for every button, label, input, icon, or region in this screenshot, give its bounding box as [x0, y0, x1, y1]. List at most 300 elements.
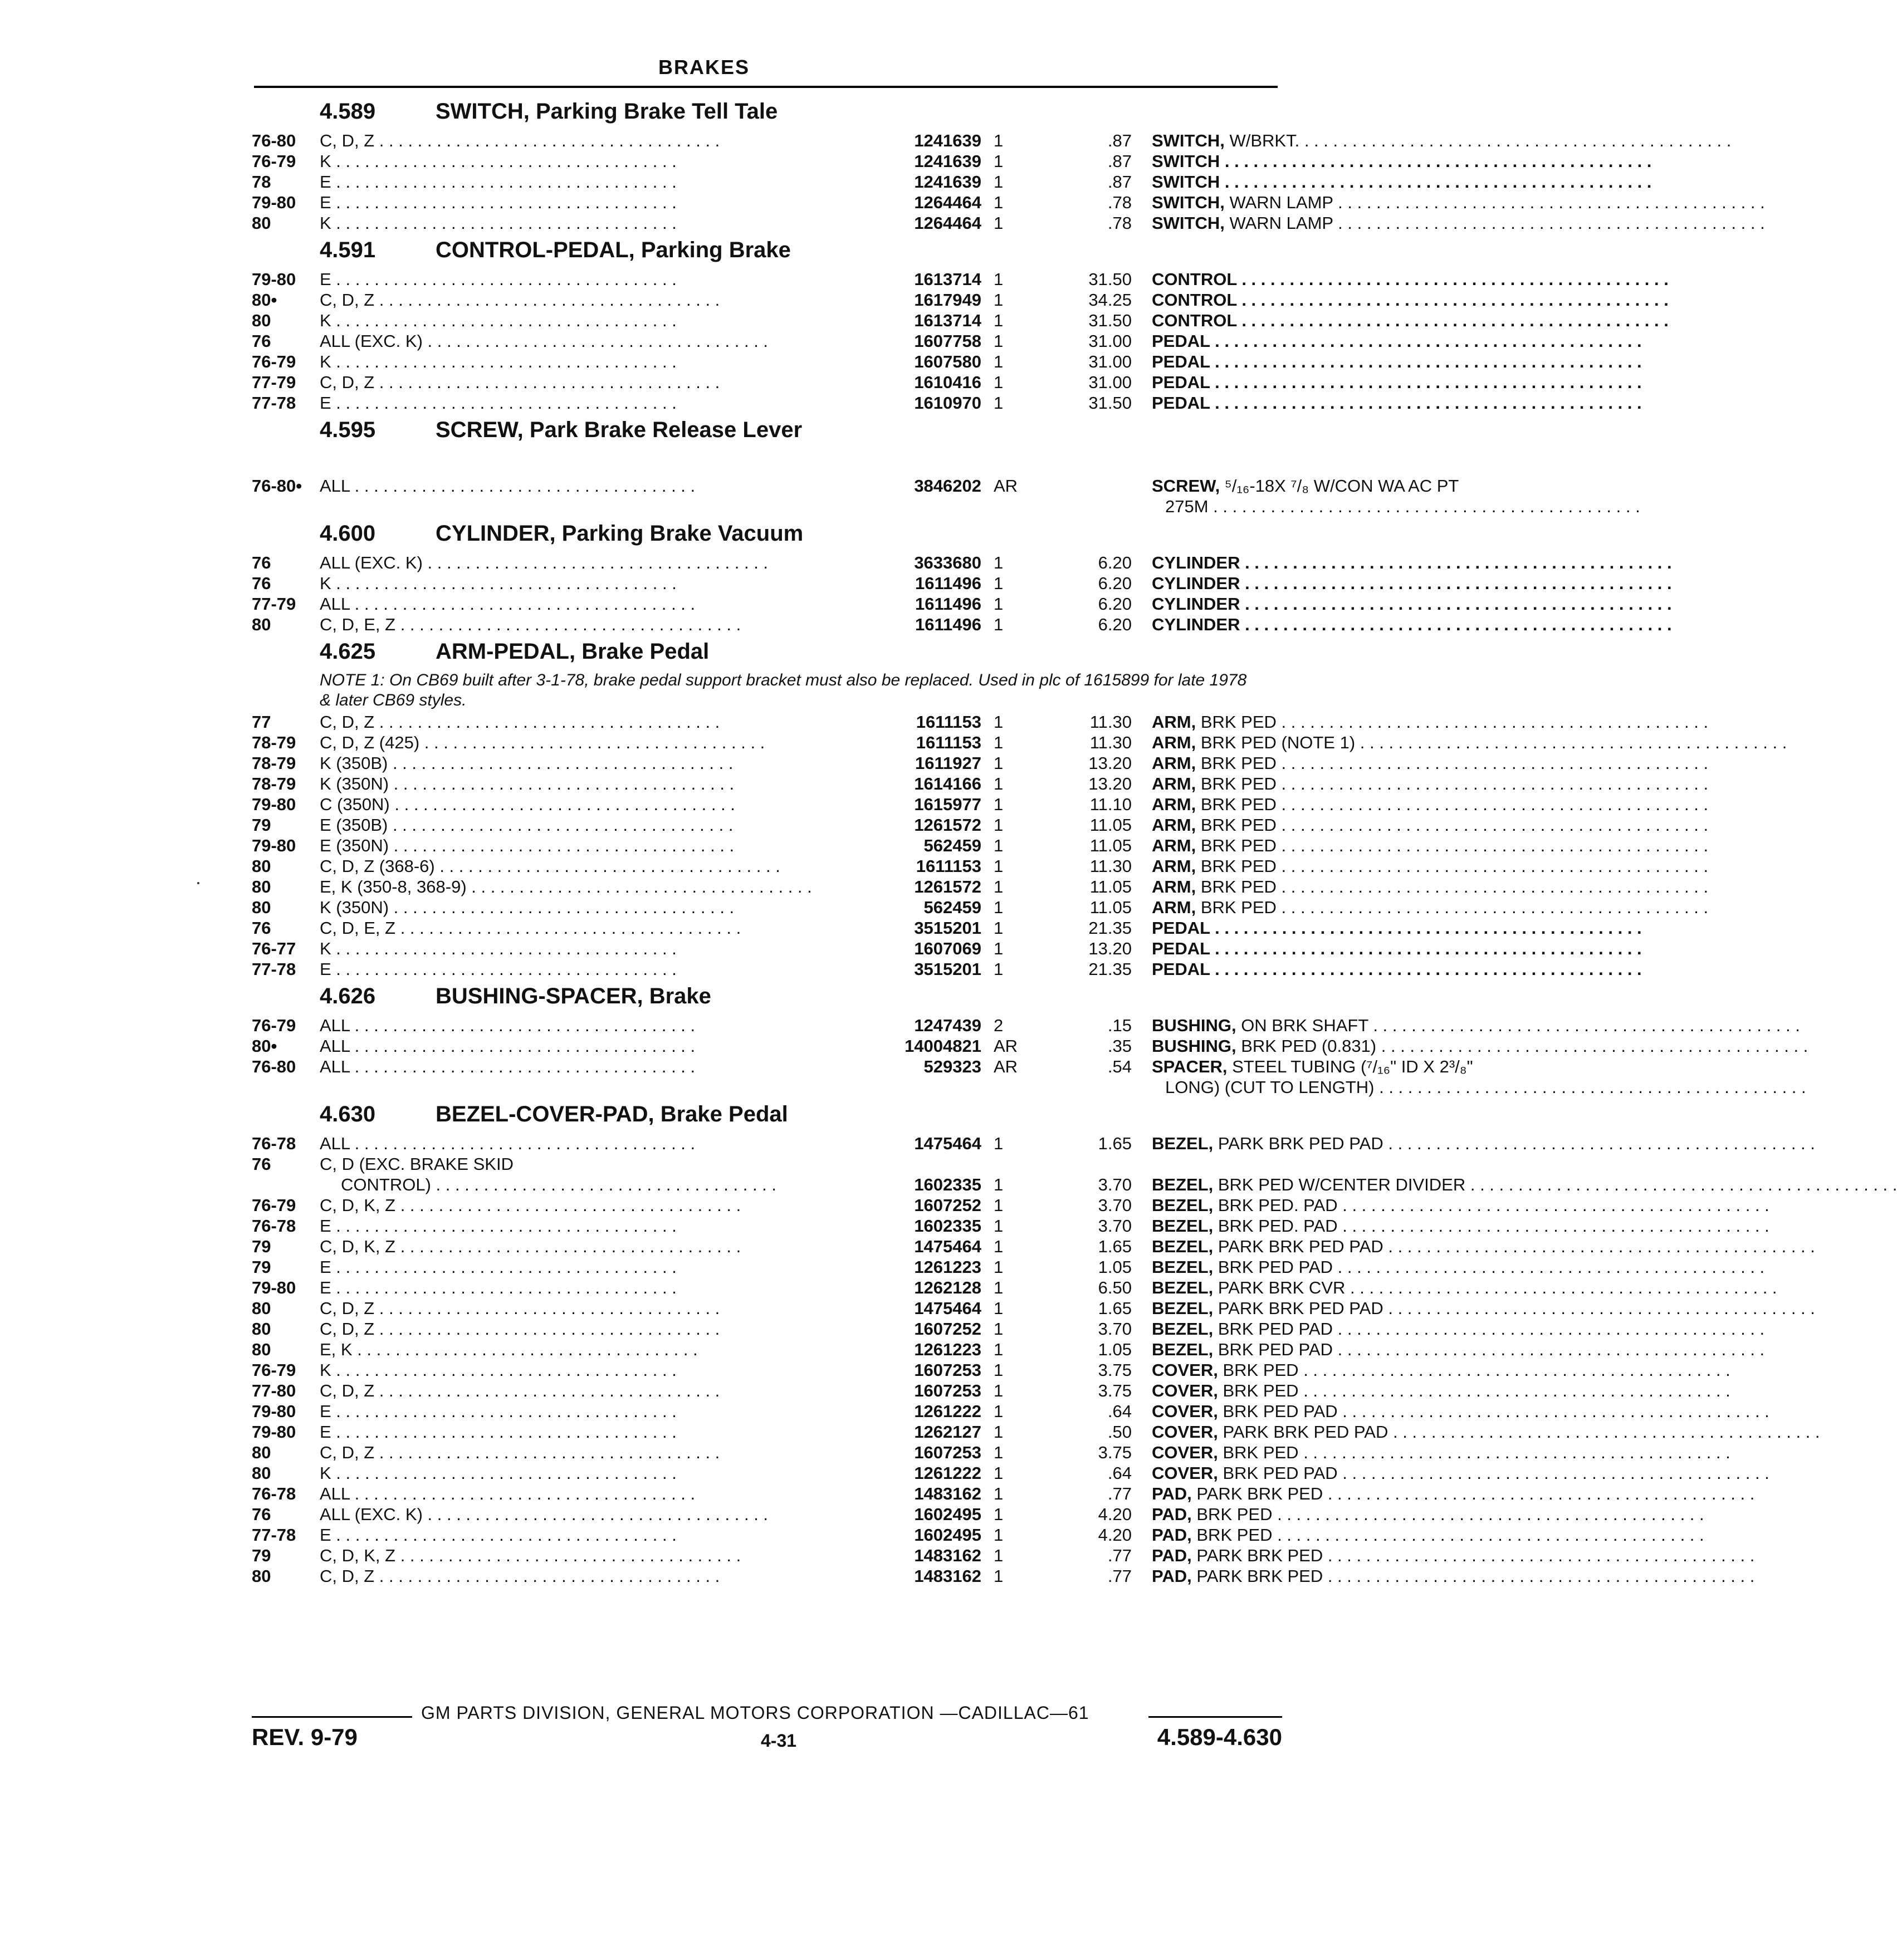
- price: 1.65: [1098, 1298, 1132, 1318]
- series-codes: [320, 372, 869, 393]
- series-text: K (350N) . . .: [320, 898, 734, 917]
- description: [1152, 897, 1547, 918]
- description: [1152, 1195, 1547, 1216]
- part-number: 1261572: [914, 815, 981, 835]
- part-row: [252, 213, 1333, 233]
- quantity: 1: [994, 1484, 1004, 1503]
- section-heading: [252, 95, 1310, 130]
- part-row: [252, 372, 1310, 393]
- series-text: ALL . . .: [320, 1134, 695, 1153]
- series-text: C, D, Z . . .: [320, 1566, 720, 1586]
- series-text: C (350N) . . .: [320, 795, 735, 814]
- series-codes: [320, 1380, 869, 1401]
- part-row: [252, 393, 1310, 413]
- price: .87: [1107, 172, 1132, 192]
- description-detail: PARK BRK PED . . .: [1192, 1546, 1755, 1565]
- part-number: 1241639: [914, 131, 981, 150]
- series-codes: [320, 1056, 869, 1077]
- model-years: 77-79: [252, 373, 296, 392]
- model-years: 78-79: [252, 774, 296, 793]
- description-detail: BRK PED . . .: [1196, 898, 1708, 917]
- part-row: [252, 1036, 1377, 1056]
- part-number: 1262128: [914, 1278, 981, 1297]
- series-codes: [320, 269, 869, 290]
- quantity: 1: [994, 1257, 1004, 1277]
- description-noun: CONTROL . . .: [1152, 311, 1669, 330]
- description-detail: BRK PED . . .: [1196, 753, 1708, 773]
- footer-revision: REV. 9-79: [252, 1724, 358, 1750]
- model-years: 78-79: [252, 753, 296, 773]
- description-noun: SPACER,: [1152, 1057, 1228, 1076]
- series-codes: [320, 1015, 869, 1036]
- description: [1152, 938, 1547, 959]
- price: 11.05: [1089, 836, 1132, 855]
- quantity: 1: [994, 856, 1004, 876]
- series-text: E, K . . .: [320, 1340, 698, 1359]
- series-text: ALL . . .: [320, 594, 695, 614]
- description-noun: ARM,: [1152, 856, 1196, 876]
- quantity: 1: [994, 815, 1004, 835]
- model-years: 76-79: [252, 1195, 296, 1215]
- model-years: 76-79: [252, 1360, 296, 1380]
- description: [1152, 794, 1547, 815]
- description-detail: BRK PED . . .: [1192, 1505, 1704, 1524]
- part-number: 1264464: [914, 193, 981, 212]
- series-text: C, D, Z . . .: [320, 1319, 720, 1339]
- description: [1152, 573, 1547, 594]
- model-years: 79-80: [252, 1278, 296, 1297]
- description-detail: BRK PED . . .: [1218, 1443, 1730, 1462]
- quantity: 1: [994, 712, 1004, 732]
- part-row: [252, 1504, 1310, 1525]
- section-gap: [252, 449, 1310, 476]
- series-codes: [320, 1525, 869, 1545]
- section-title: SWITCH, Parking Brake Tell Tale: [436, 99, 778, 124]
- series-text: ALL (EXC. K) . . .: [320, 1505, 768, 1524]
- description-noun: ARM,: [1152, 733, 1196, 752]
- description-noun: BEZEL,: [1152, 1237, 1214, 1256]
- model-years: 76-80: [252, 131, 296, 150]
- series-codes: [320, 151, 869, 171]
- model-years: 80: [252, 898, 271, 917]
- quantity: 1: [994, 1298, 1004, 1318]
- description: [1152, 959, 1547, 979]
- model-years: 76: [252, 574, 271, 593]
- model-years: 79-80: [252, 836, 296, 855]
- series-codes: [320, 1401, 869, 1422]
- price: 6.50: [1098, 1278, 1132, 1297]
- series-codes: [320, 835, 869, 856]
- part-number: 1607069: [914, 939, 981, 958]
- description-noun: PAD,: [1152, 1525, 1192, 1545]
- description-noun: ARM,: [1152, 898, 1196, 917]
- model-years: 76-79: [252, 352, 296, 371]
- model-years: 80: [252, 1319, 271, 1339]
- quantity: AR: [994, 1057, 1018, 1076]
- price: 6.20: [1098, 615, 1132, 634]
- series-text: E . . .: [320, 172, 677, 192]
- part-row: [252, 573, 1310, 594]
- quantity: 1: [994, 959, 1004, 979]
- price: 6.20: [1098, 553, 1132, 572]
- description-noun: CYLINDER . . .: [1152, 594, 1672, 614]
- description: [1152, 1036, 1547, 1056]
- description-detail: BRK PED W/CENTER DIVIDER . . .: [1213, 1175, 1897, 1194]
- part-number: 1611496: [915, 615, 981, 634]
- description-noun: BEZEL,: [1152, 1175, 1214, 1194]
- footer-rule-right: [1148, 1716, 1282, 1718]
- part-number: 1241639: [914, 151, 981, 171]
- part-row: [252, 1566, 1323, 1586]
- quantity: 1: [994, 1319, 1004, 1339]
- series-codes: [320, 594, 869, 614]
- price: 3.70: [1098, 1195, 1132, 1215]
- part-number: 1611153: [916, 856, 981, 876]
- price: .64: [1107, 1402, 1132, 1421]
- description-detail: BRK PED . . .: [1218, 1360, 1730, 1380]
- series-codes: [320, 1545, 869, 1566]
- description-noun: PAD,: [1152, 1505, 1192, 1524]
- price: 3.70: [1098, 1319, 1132, 1339]
- description-detail: BRK PED PAD . . .: [1218, 1402, 1769, 1421]
- model-years: 76: [252, 553, 271, 572]
- part-row: [252, 269, 1310, 290]
- part-number: 1611496: [915, 574, 981, 593]
- description-detail: PARK BRK PED PAD . . .: [1213, 1298, 1815, 1318]
- price: 3.70: [1098, 1175, 1132, 1194]
- description: [1152, 1360, 1547, 1380]
- series-text: C, D, Z . . .: [320, 373, 720, 392]
- series-codes: [320, 1504, 869, 1525]
- series-codes: [320, 1463, 869, 1483]
- description: [1152, 1339, 1547, 1360]
- series-codes: [320, 1483, 869, 1504]
- series-text: C, D (EXC. BRAKE SKID: [320, 1154, 514, 1174]
- quantity: 1: [994, 733, 1004, 752]
- price: .35: [1107, 1036, 1132, 1056]
- model-years: 79-80: [252, 795, 296, 814]
- part-row: [252, 753, 1310, 773]
- section-heading: [252, 979, 1310, 1015]
- part-row: [252, 1056, 1473, 1077]
- series-text: E (350N) . . .: [320, 836, 734, 855]
- series-text: K . . .: [320, 352, 677, 371]
- description-noun: CYLINDER . . .: [1152, 615, 1672, 634]
- description-detail: PARK BRK PED PAD . . .: [1218, 1422, 1820, 1442]
- description-noun: BEZEL,: [1152, 1134, 1214, 1153]
- quantity: 1: [994, 1505, 1004, 1524]
- series-text: C, D, E, Z . . .: [320, 918, 741, 938]
- description: [1152, 1174, 1547, 1195]
- series-codes: [320, 1360, 869, 1380]
- series-codes: [320, 897, 869, 918]
- description-detail: BRK PED (0.831) . . .: [1236, 1036, 1808, 1056]
- quantity: 1: [994, 1381, 1004, 1400]
- part-number: 1607253: [914, 1381, 981, 1400]
- part-row: [252, 1154, 1310, 1174]
- part-row: [252, 310, 1310, 331]
- description-detail: WARN LAMP . . .: [1225, 213, 1765, 233]
- part-row: [252, 1483, 1323, 1504]
- price: 31.00: [1088, 352, 1132, 371]
- quantity: 1: [994, 331, 1004, 351]
- part-number: 1613714: [914, 311, 981, 330]
- price: 1.05: [1098, 1257, 1132, 1277]
- series-text: E, K (350-8, 368-9) . . .: [320, 877, 812, 896]
- series-text: ALL . . .: [320, 476, 695, 496]
- series-codes: [320, 171, 869, 192]
- description-detail: WARN LAMP . . .: [1225, 193, 1765, 212]
- price: 31.50: [1088, 393, 1132, 413]
- part-number: 529323: [923, 1057, 981, 1076]
- series-codes: [320, 192, 869, 213]
- quantity: 1: [994, 131, 1004, 150]
- price: .64: [1107, 1463, 1132, 1483]
- price: 4.20: [1098, 1505, 1132, 1524]
- part-number: 1607580: [914, 352, 981, 371]
- price: 34.25: [1088, 290, 1132, 310]
- part-number: 1475464: [914, 1237, 981, 1256]
- description-noun: ARM,: [1152, 712, 1196, 732]
- price: .54: [1107, 1057, 1132, 1076]
- catalog-section: [252, 95, 1333, 233]
- model-years: 80•: [252, 290, 277, 310]
- price: 11.05: [1089, 877, 1132, 896]
- description: [1152, 1236, 1547, 1257]
- page-title: BRAKES: [658, 56, 750, 79]
- part-number: 1611927: [915, 753, 981, 773]
- part-number: 1241639: [914, 172, 981, 192]
- part-row: [252, 130, 1310, 151]
- description-detail: PARK BRK PED PAD . . .: [1213, 1134, 1815, 1153]
- model-years: 80: [252, 1566, 271, 1586]
- footer-rule-left: [252, 1716, 412, 1718]
- series-codes: [320, 351, 869, 372]
- series-codes: [320, 331, 869, 351]
- description: [1152, 1525, 1547, 1545]
- part-number: 1611496: [915, 594, 981, 614]
- series-codes: [320, 1036, 869, 1056]
- description-detail: BRK PED . . .: [1196, 815, 1708, 835]
- price: 3.75: [1098, 1381, 1132, 1400]
- part-row: [252, 1298, 1383, 1319]
- series-text: C, D, Z . . .: [320, 1381, 720, 1400]
- series-text: C, D, Z . . .: [320, 1443, 720, 1462]
- part-row: [252, 1380, 1310, 1401]
- description-detail: PARK BRK PED PAD . . .: [1213, 1237, 1815, 1256]
- price: 3.70: [1098, 1216, 1132, 1236]
- description-noun: CYLINDER . . .: [1152, 574, 1672, 593]
- quantity: 1: [994, 898, 1004, 917]
- description: [1152, 1277, 1547, 1298]
- description: [1152, 151, 1547, 171]
- description: [1152, 331, 1547, 351]
- catalog-section: [252, 413, 1459, 517]
- part-number: 1607252: [914, 1195, 981, 1215]
- series-text: K . . .: [320, 939, 677, 958]
- quantity: 1: [994, 774, 1004, 793]
- section-number: 4.625: [320, 639, 376, 664]
- series-text: E . . .: [320, 1422, 677, 1442]
- description-noun: PEDAL . . .: [1152, 331, 1642, 351]
- description: [1152, 269, 1547, 290]
- model-years: 79-80: [252, 270, 296, 289]
- description-detail: BRK PED. PAD . . .: [1213, 1195, 1769, 1215]
- series-codes: [320, 732, 869, 753]
- title-rule: [254, 86, 1278, 88]
- price: 31.00: [1088, 373, 1132, 392]
- series-text: K (350B) . . .: [320, 753, 733, 773]
- series-codes: [320, 959, 869, 979]
- section-title: CYLINDER, Parking Brake Vacuum: [436, 521, 804, 546]
- description-noun: COVER,: [1152, 1360, 1218, 1380]
- model-years: 80: [252, 1340, 271, 1359]
- description-noun: PAD,: [1152, 1546, 1192, 1565]
- part-number: 1607758: [914, 331, 981, 351]
- quantity: 1: [994, 1463, 1004, 1483]
- description-noun: PEDAL . . .: [1152, 393, 1642, 413]
- series-text: C, D, Z (368-6) . . .: [320, 856, 780, 876]
- quantity: 1: [994, 1546, 1004, 1565]
- catalog-section: [252, 233, 1310, 413]
- description-noun: PEDAL . . .: [1152, 918, 1642, 938]
- scan-speck: [197, 882, 199, 884]
- description: [1152, 712, 1547, 732]
- part-row: [252, 876, 1310, 897]
- series-text: K . . .: [320, 311, 677, 330]
- model-years: 79: [252, 815, 271, 835]
- model-years: 80: [252, 1443, 271, 1462]
- description-noun: CONTROL . . .: [1152, 290, 1669, 310]
- description-noun: BEZEL,: [1152, 1257, 1214, 1277]
- series-text: E . . .: [320, 193, 677, 212]
- model-years: 79: [252, 1237, 271, 1256]
- part-row: [252, 1236, 1383, 1257]
- part-number: 1261223: [914, 1257, 981, 1277]
- quantity: 1: [994, 352, 1004, 371]
- series-codes: [320, 1442, 869, 1463]
- description-noun: SWITCH . . .: [1152, 151, 1651, 171]
- quantity: AR: [994, 1036, 1018, 1056]
- section-heading: [252, 1097, 1310, 1133]
- part-row: [252, 1525, 1310, 1545]
- price: 11.05: [1089, 815, 1132, 835]
- model-years: 80: [252, 213, 271, 233]
- quantity: 1: [994, 1402, 1004, 1421]
- description-continued-row: [252, 1077, 1375, 1097]
- price: .87: [1107, 131, 1132, 150]
- series-text: K . . .: [320, 151, 677, 171]
- description-noun: SWITCH,: [1152, 131, 1225, 150]
- description-detail: PARK BRK PED . . .: [1192, 1566, 1755, 1586]
- section-heading: [252, 233, 1310, 269]
- price: 21.35: [1088, 918, 1132, 938]
- description: [1152, 552, 1547, 573]
- description-noun: COVER,: [1152, 1422, 1218, 1442]
- price: 11.05: [1089, 898, 1132, 917]
- price: .15: [1107, 1016, 1132, 1035]
- catalog-section: [252, 979, 1473, 1097]
- model-years: 77-80: [252, 1381, 296, 1400]
- price: .77: [1107, 1566, 1132, 1586]
- series-text: K . . .: [320, 1463, 677, 1483]
- description: [1152, 393, 1547, 413]
- price: 31.50: [1088, 270, 1132, 289]
- model-years: 78: [252, 172, 271, 192]
- part-row: [252, 290, 1310, 310]
- series-text: ALL . . .: [320, 1484, 695, 1503]
- description-noun: ARM,: [1152, 815, 1196, 835]
- model-years: 79: [252, 1257, 271, 1277]
- section-number: 4.630: [320, 1102, 376, 1126]
- quantity: 1: [994, 1134, 1004, 1153]
- series-codes: [320, 1298, 869, 1319]
- quantity: 1: [994, 1237, 1004, 1256]
- part-row: [252, 1195, 1338, 1216]
- series-text: C, D, Z . . .: [320, 1298, 720, 1318]
- quantity: 1: [994, 1566, 1004, 1586]
- part-row: [252, 594, 1310, 614]
- description-noun: COVER,: [1152, 1402, 1218, 1421]
- part-row: [252, 1545, 1323, 1566]
- quantity: 1: [994, 939, 1004, 958]
- series-text: K . . .: [320, 213, 677, 233]
- description-noun: COVER,: [1152, 1463, 1218, 1483]
- series-codes: [320, 1133, 869, 1154]
- model-years: 76-79: [252, 1016, 296, 1035]
- description-noun: SCREW,: [1152, 476, 1220, 496]
- series-text: C, D, K, Z . . .: [320, 1195, 741, 1215]
- quantity: 1: [994, 1175, 1004, 1194]
- description-detail: BRK PED. PAD . . .: [1213, 1216, 1769, 1236]
- part-row: [252, 835, 1310, 856]
- description: [1152, 1401, 1547, 1422]
- series-codes: [320, 753, 869, 773]
- description-noun: BEZEL,: [1152, 1278, 1214, 1297]
- series-codes: [320, 393, 869, 413]
- description: [1152, 1298, 1547, 1319]
- quantity: 1: [994, 373, 1004, 392]
- model-years: 80: [252, 1298, 271, 1318]
- catalog-section: [252, 1097, 1466, 1586]
- description: [1152, 1216, 1547, 1236]
- quantity: 1: [994, 594, 1004, 614]
- description-noun: BEZEL,: [1152, 1340, 1214, 1359]
- model-years: 79: [252, 1546, 271, 1565]
- part-row: [252, 192, 1333, 213]
- part-row: [252, 897, 1310, 918]
- quantity: 2: [994, 1016, 1004, 1035]
- section-heading: [252, 517, 1310, 552]
- model-years: 76-77: [252, 939, 296, 958]
- part-number: 1617949: [914, 290, 981, 310]
- part-row: [252, 1257, 1333, 1277]
- part-row: [252, 1401, 1338, 1422]
- price: .50: [1107, 1422, 1132, 1442]
- section-number: 4.589: [320, 99, 376, 124]
- series-text: E . . .: [320, 1278, 677, 1297]
- description: [1152, 594, 1547, 614]
- description-detail: BRK PED (NOTE 1) . . .: [1196, 733, 1787, 752]
- quantity: 1: [994, 877, 1004, 896]
- part-number: 1614166: [914, 774, 981, 793]
- model-years: 76: [252, 331, 271, 351]
- series-codes: [320, 918, 869, 938]
- description-detail: STEEL TUBING (⁷/₁₆" ID X 2³/₈": [1227, 1057, 1473, 1076]
- quantity: 1: [994, 795, 1004, 814]
- model-years: 76-79: [252, 151, 296, 171]
- quantity: 1: [994, 290, 1004, 310]
